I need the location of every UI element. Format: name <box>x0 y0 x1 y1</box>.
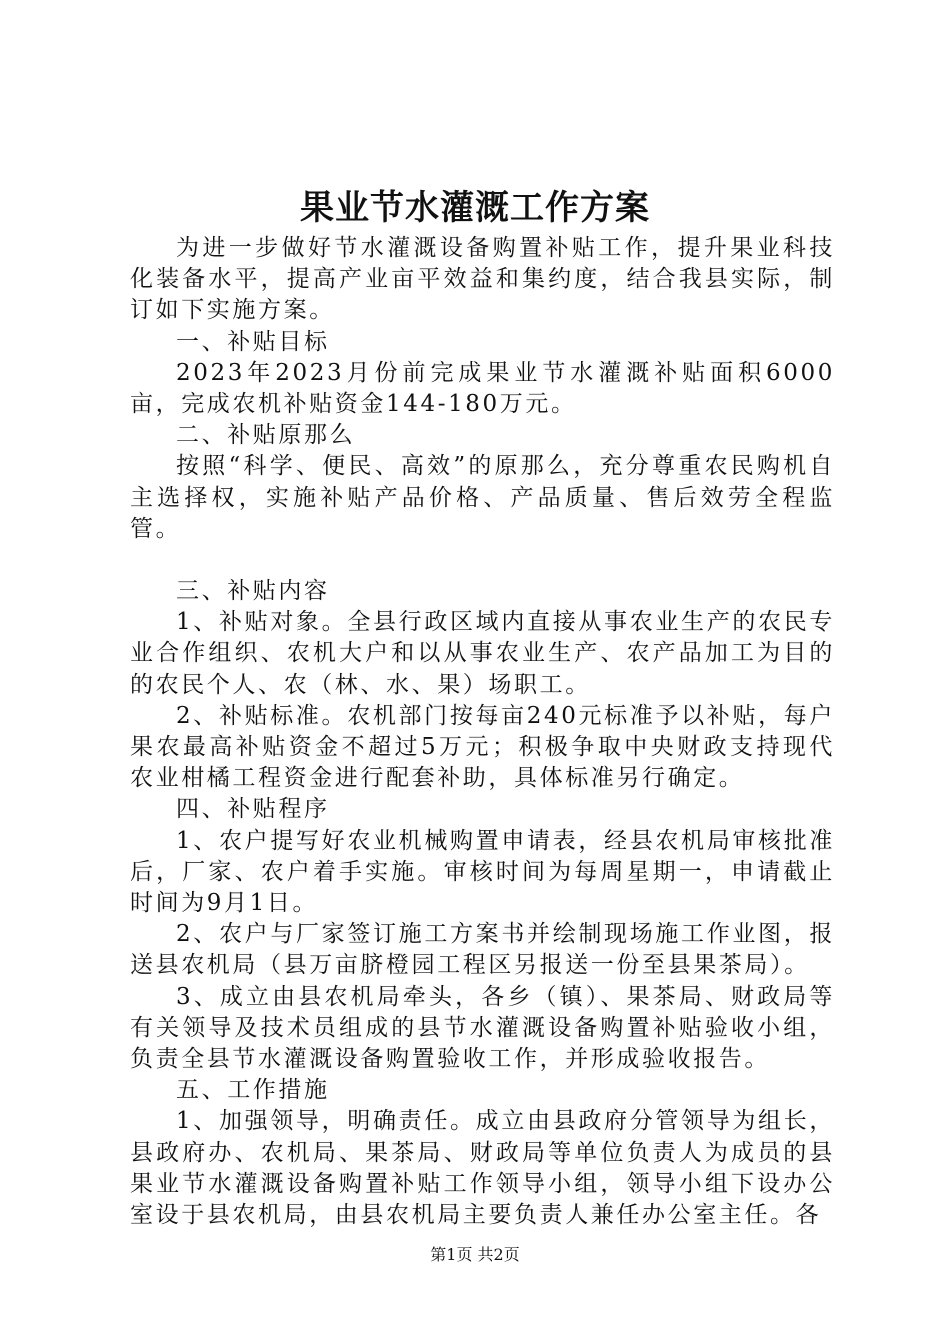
heading-subsidy-goal: 一、补贴目标 <box>176 328 330 355</box>
heading-subsidy-procedure: 四、补贴程序 <box>176 796 330 823</box>
paragraph-procedure-2: 2、农户与厂家签订施工方案书并绘制现场施工作业图，报送县农机局（县万亩脐橙园工程区另报送一份至县果茶局）。 <box>130 921 835 979</box>
paragraph-subsidy-standard: 2、补贴标准。农机部门按每亩240元标准予以补贴，每户果农最高补贴资金不超过5万元；积极争取中央财政支持现代农业柑橘工程资金进行配套补助，具体标准另行确定。 <box>130 702 835 792</box>
paragraph-subsidy-goal: 2023年2023月份前完成果业节水灌溉补贴面积6000亩，完成农机补贴资金144-180万元。 <box>130 359 835 418</box>
paragraph-subsidy-principle: 按照“科学、便民、高效”的原那么，充分尊重农民购机自主选择权，实施补贴产品价格、产品质量、售后效劳全程监管。 <box>130 453 835 542</box>
paragraph-procedure-3: 3、成立由县农机局牵头，各乡（镇）、果茶局、财政局等有关领导及技术员组成的县节水灌溉设备购置补贴验收小组，负责全县节水灌溉设备购置验收工作，并形成验收报告。 <box>130 983 835 1073</box>
page-footer: 第1页 共2页 <box>430 1245 520 1264</box>
paragraph-measure-1: 1、加强领导，明确责任。成立由县政府分管领导为组长，县政府办、农机局、果茶局、财政局等单位负责人为成员的县果业节水灌溉设备购置补贴工作领导小组，领导小组下设办公室设于县农机局，由县农机局主要负责人兼任办公室主任。各 <box>130 1108 835 1229</box>
heading-work-measures: 五、工作措施 <box>176 1077 330 1104</box>
heading-subsidy-principle: 二、补贴原那么 <box>176 422 356 449</box>
heading-subsidy-content: 三、补贴内容 <box>176 578 330 605</box>
document-title: 果业节水灌溉工作方案 <box>300 188 650 228</box>
paragraph-subsidy-target: 1、补贴对象。全县行政区域内直接从事农业生产的农民专业合作组织、农机大户和以从事农业生产、农产品加工为目的的农民个人、农（林、水、果）场职工。 <box>130 609 835 698</box>
paragraph-procedure-1: 1、农户提写好农业机械购置申请表，经县农机局审核批准后，厂家、农户着手实施。审核时间为每周星期一，申请截止时间为9月1日。 <box>130 827 835 917</box>
document-body <box>130 233 835 1231</box>
paragraph-intro: 为进一步做好节水灌溉设备购置补贴工作，提升果业科技化装备水平，提高产业亩平效益和集约度，结合我县实际，制订如下实施方案。 <box>130 235 835 324</box>
